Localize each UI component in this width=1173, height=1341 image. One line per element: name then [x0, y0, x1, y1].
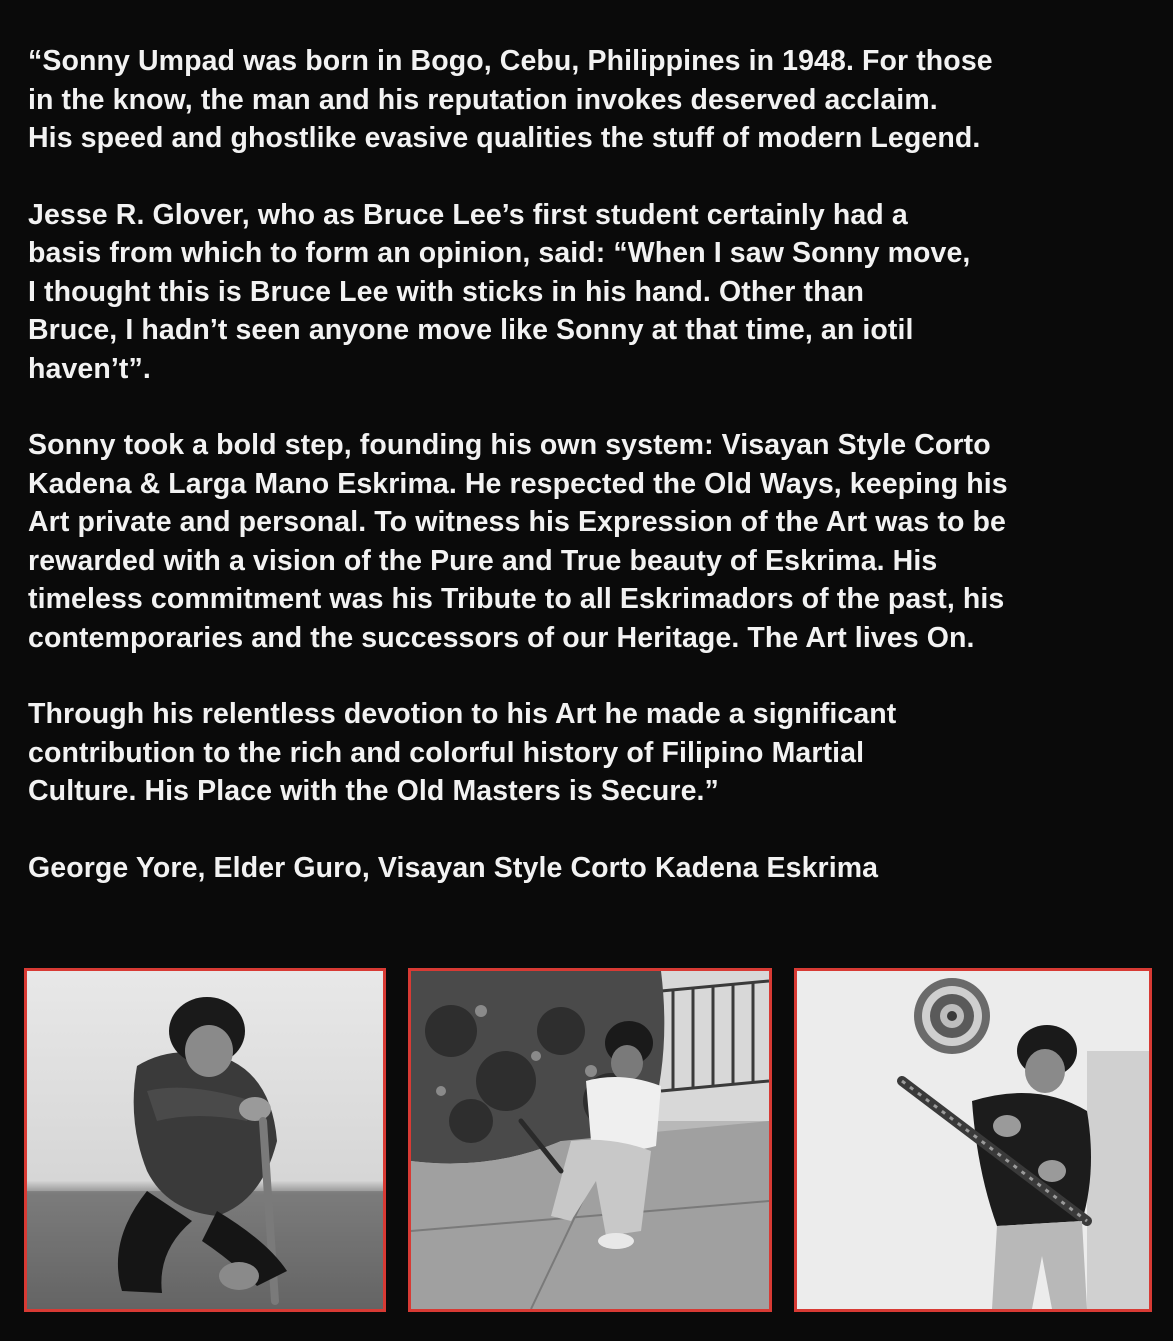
- testimonial-text: [28, 42, 1148, 925]
- photo-outdoor-crouch: [408, 968, 772, 1312]
- text-line: “Sonny Umpad was born in Bogo, Cebu, Philippines in 1948. For those: [28, 45, 993, 77]
- text-line: Sonny took a bold step, founding his own system: Visayan Style Corto: [28, 429, 991, 461]
- text-line: Through his relentless devotion to his Art he made a significant: [28, 698, 897, 730]
- text-line: Jesse R. Glover, who as Bruce Lee’s first student certainly had a: [28, 198, 908, 231]
- paragraph-legacy: [28, 695, 1148, 811]
- text-line: contemporaries and the successors of our Heritage. The Art lives On.: [28, 621, 975, 654]
- text-line: in the know, the man and his reputation invokes deserved acclaim.: [28, 83, 938, 116]
- attribution-line: George Yore, Elder Guro, Visayan Style Corto Kadena Eskrima: [28, 851, 879, 884]
- text-line: contribution to the rich and colorful history of Filipino Martial: [28, 736, 865, 769]
- paragraph-glover-quote: [28, 196, 1148, 389]
- photo-kneeling-stance-image: [27, 971, 383, 1309]
- photo-outdoor-crouch-image: [411, 971, 769, 1309]
- text-line: basis from which to form an opinion, said: “When I saw Sonny move,: [28, 237, 971, 269]
- photo-standing-staff: [794, 968, 1152, 1312]
- paragraph-system: [28, 426, 1148, 657]
- paragraph-intro: [28, 42, 1148, 158]
- text-line: I thought this is Bruce Lee with sticks in his hand. Other than: [28, 275, 865, 308]
- attribution: [28, 849, 1148, 888]
- text-line: His speed and ghostlike evasive qualities the stuff of modern Legend.: [28, 122, 981, 154]
- text-line: Kadena & Larga Mano Eskrima. He respected the Old Ways, keeping his: [28, 467, 1008, 500]
- photo-row: [0, 968, 1173, 1316]
- text-line: Culture. His Place with the Old Masters is Secure.”: [28, 775, 719, 807]
- text-line: Art private and personal. To witness his Expression of the Art was to be: [28, 506, 1006, 538]
- text-line: rewarded with a vision of the Pure and True beauty of Eskrima. His: [28, 544, 938, 577]
- text-line: timeless commitment was his Tribute to all Eskrimadors of the past, his: [28, 583, 1005, 615]
- photo-standing-staff-image: [797, 971, 1149, 1309]
- photo-kneeling-stance: [24, 968, 386, 1312]
- text-line: Bruce, I hadn’t seen anyone move like Sonny at that time, an iotil: [28, 314, 914, 346]
- text-line: haven’t”.: [28, 352, 151, 385]
